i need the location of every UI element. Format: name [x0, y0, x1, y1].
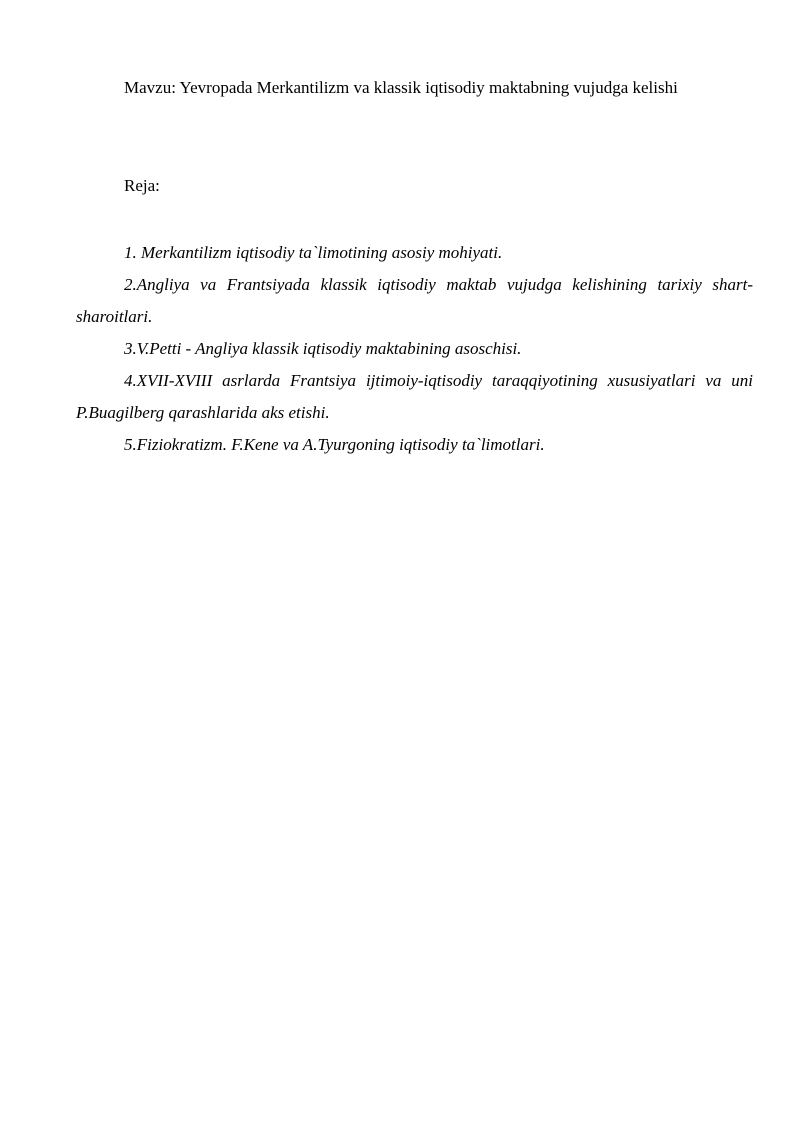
- plan-item-2: 2.Angliya va Frantsiyada klassik iqtisodiy maktab vujudga kelishining tarixiy shart-sharoitlari.: [76, 275, 753, 326]
- plan-item-5: 5.Fiziokratizm. F.Kene va A.Tyurgoning iqtisodiy ta`limotlari.: [124, 435, 545, 454]
- plan-heading: Reja:: [124, 176, 160, 195]
- plan-list: [76, 237, 753, 461]
- document-body: [76, 76, 753, 461]
- plan-item-1: 1. Merkantilizm iqtisodiy ta`limotining asosiy mohiyati.: [124, 243, 503, 262]
- document-title: Mavzu: Yevropada Merkantilizm va klassik iqtisodiy maktabning vujudga kelishi: [124, 78, 678, 97]
- plan-item-3: 3.V.Petti - Angliya klassik iqtisodiy maktabining asoschisi.: [124, 339, 522, 358]
- plan-item-4: 4.XVII-XVIII asrlarda Frantsiya ijtimoiy-iqtisodiy taraqqiyotining xususiyatlari va uni P.Buagilberg qarashlarida aks etishi.: [76, 371, 753, 422]
